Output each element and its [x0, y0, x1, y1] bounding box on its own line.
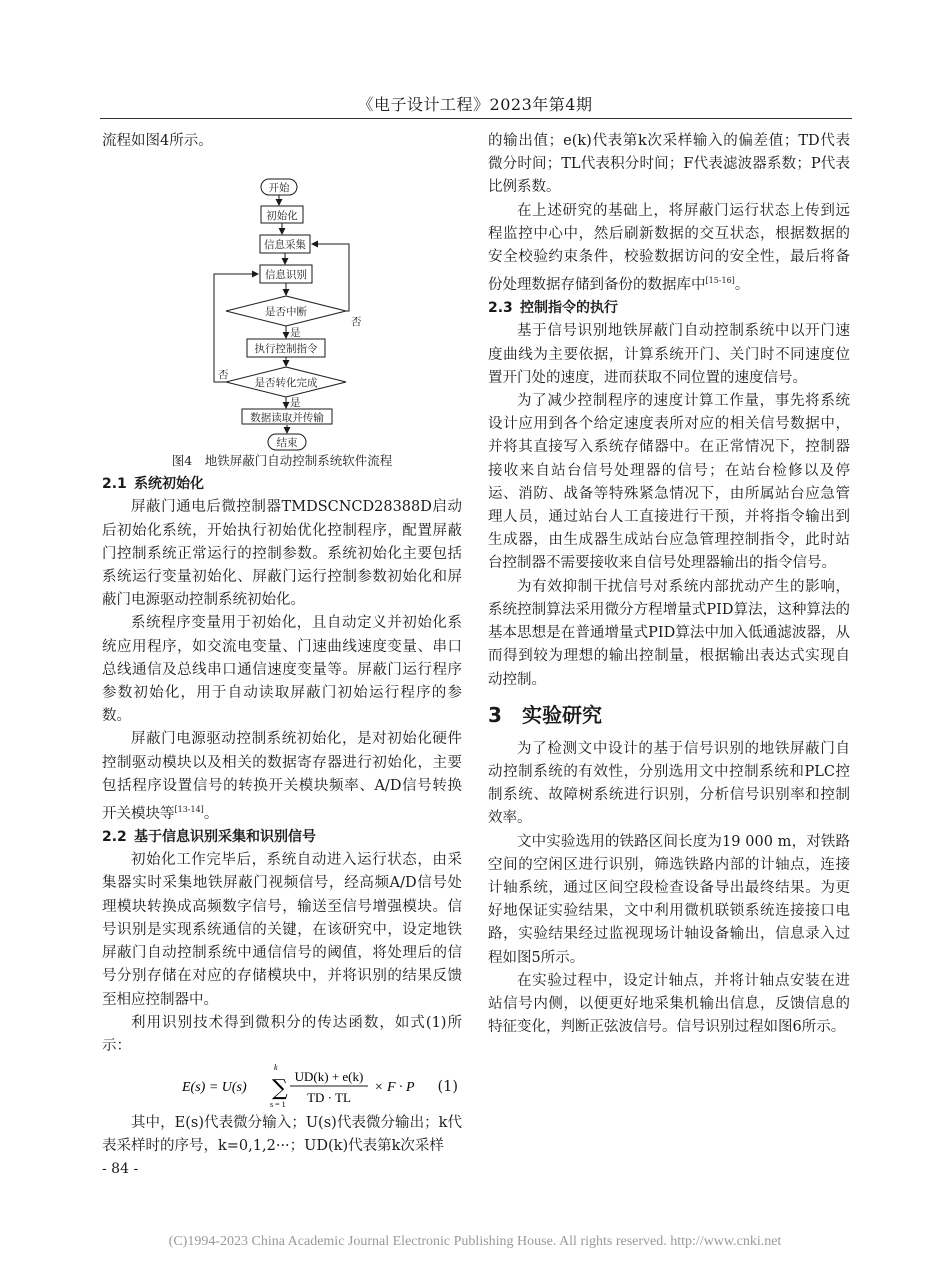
- equation-sum-top: k: [274, 1063, 278, 1073]
- equation-numerator: UD(k) + e(k): [294, 1069, 364, 1085]
- section-2-2-heading: [102, 826, 462, 849]
- flow-yes1-label: 是: [290, 327, 301, 340]
- flow-end-svg: [102, 425, 462, 451]
- flow-start-label: 开始: [268, 182, 290, 195]
- paragraph: 屏蔽门通电后微控制器TMDSCNCD28388D启动后初始化系统，开始执行初始优化控制程序，配置屏蔽门控制系统正常运行的控制参数。系统初始化主要包括系统运行变量初始化、屏蔽门运行控制参数初始化和屏蔽门电源驱动控制系统初始化。: [102, 499, 462, 609]
- paragraph-end: 。: [203, 805, 219, 822]
- flowchart-svg: [102, 153, 462, 425]
- left-column: [102, 130, 462, 1179]
- paragraph: 在实验过程中，设定计轴点，并将计轴点安装在进站信号内侧，以便更好地采集机输出信息，反馈信息的特征变化，判断正弦波信号。信号识别过程如图6所示。: [488, 972, 850, 1036]
- section-3-number: 3: [488, 702, 502, 727]
- flow-end-label: 结束: [276, 437, 298, 450]
- paragraph-text: 屏蔽门电源驱动控制系统初始化，是对初始化硬件控制驱动模块以及相关的数据寄存器进行初始化，主要包括程序设置信号的转换开关模块频率、A/D信号转换开关模块等: [102, 731, 462, 822]
- paragraph: 系统程序变量用于初始化，且自动定义并初始化系统应用程序，如交流电变量、门速曲线速度变量、串口总线通信及总线串口通信速度变量等。屏蔽门运行程序参数初始化，用于自动读取屏蔽门初始运行程序的参数。: [102, 615, 462, 725]
- journal-header: 《电子设计工程》2023年第4期: [357, 95, 593, 114]
- section-3-heading: [488, 696, 850, 734]
- section-2-3-heading: [488, 297, 850, 320]
- equation-denominator: TD · TL: [307, 1090, 351, 1106]
- flow-interrupt-label: 是否中断: [265, 306, 307, 319]
- intro-line: 流程如图4所示。: [102, 133, 213, 149]
- equation-sum-bottom: s = 1: [270, 1100, 286, 1110]
- flow-end-row: [102, 425, 462, 451]
- citation: [15-16]: [705, 276, 735, 286]
- equation-tail: × F · P: [374, 1080, 415, 1096]
- flow-read-label: 数据读取并传输: [250, 412, 324, 425]
- flow-convert-label: 是否转化完成: [254, 377, 318, 390]
- page-number: - 84 -: [102, 1160, 139, 1177]
- sum-symbol: ∑: [272, 1076, 288, 1102]
- flow-yes2-label: 是: [290, 397, 301, 410]
- citation: [13-14]: [174, 805, 204, 815]
- copyright-footer: (C)1994-2023 China Academic Journal Electronic Publishing House. All rights reserved. http://www.cnki.net: [168, 1234, 782, 1249]
- equation-lhs: E(s) = U(s): [182, 1080, 247, 1096]
- equation-number: (1): [437, 1079, 458, 1096]
- paragraph: 为有效抑制干扰信号对系统内部扰动产生的影响，系统控制算法采用微分方程增量式PID算法，这种算法的基本思想是在普通增量式PID算法中加入低通滤波器，从而得到较为理想的输出控制量，根据输出表达式实现自动控制。: [488, 578, 850, 688]
- paragraph: 初始化工作完毕后，系统自动进入运行状态，由采集器实时采集地铁屏蔽门视频信号，经高频A/D信号处理模块转换成高频数字信号，输送至信号增强模块。信号识别是实现系统通信的关键，在该研究中，设定地铁屏蔽门自动控制系统中通信信号的阈值，将处理后的信号分别存储在对应的存储模块中，并将识别的结果反馈至相应控制器中。: [102, 852, 462, 1008]
- section-2-3-title: 控制指令的执行: [520, 300, 618, 317]
- paragraph: 利用识别技术得到微积分的传达函数，如式(1)所示：: [102, 1014, 462, 1054]
- section-3-title: 实验研究: [522, 702, 602, 727]
- section-2-1-title: 系统初始化: [134, 476, 204, 493]
- paragraph-end: 。: [734, 277, 750, 294]
- paragraph: 为了检测文中设计的基于信号识别的地铁屏蔽门自动控制系统的有效性，分别选用文中控制系统和PLC控制系统、故障树系统进行识别，分析信号识别率和控制效率。: [488, 740, 850, 827]
- header-rule: [100, 118, 852, 119]
- paragraph: 基于信号识别地铁屏蔽门自动控制系统中以开门速度曲线为主要依据，计算系统开门、关门时不同速度位置开门处的速度，进而获取不同位置的速度信号。: [488, 323, 850, 386]
- section-2-1-heading: [102, 473, 462, 496]
- flow-execute-label: 执行控制指令: [254, 343, 318, 356]
- section-2-3-number: 2.3: [488, 300, 513, 317]
- flow-identify-label: 信息识别: [265, 269, 307, 282]
- paragraph: [102, 728, 462, 826]
- paragraph: 的输出值；e(k)代表第k次采样输入的偏差值；TD代表微分时间；TL代表积分时间；F代表滤波器系数；P代表比例系数。: [488, 133, 850, 196]
- section-2-1-number: 2.1: [102, 476, 127, 493]
- figure-4-caption: 图4 地铁屏蔽门自动控制系统软件流程: [171, 453, 393, 469]
- paragraph: 其中，E(s)代表微分输入；U(s)代表微分输出；k代表采样时的序号，k=0,1,2···；UD(k)代表第k次采样: [102, 1115, 462, 1155]
- right-column: [488, 130, 850, 1039]
- equation-svg: [170, 1062, 470, 1110]
- paragraph-text: 在上述研究的基础上，将屏蔽门运行状态上传到远程监控中心中，然后刷新数据的交互状态，根据数据的安全校验约束条件，校验数据访问的安全性，最后将备份处理数据存储到备份的数据库中: [488, 202, 850, 294]
- flow-no1-label: 否: [351, 316, 362, 329]
- section-2-2-title: 基于信息识别采集和识别信号: [134, 829, 316, 846]
- section-2-2-number: 2.2: [102, 829, 127, 846]
- flow-init-label: 初始化: [266, 210, 298, 223]
- paragraph: 为了减少控制程序的速度计算工作量，事先将系统设计应用到各个给定速度表所对应的相关信号数据中，并将其直接写入系统存储器中。在正常情况下，控制器接收来自站台信号处理器的信号；在站台检修以及停运、消防、战备等特殊紧急情况下，由所属站台应急管理人员，通过站台人工直接进行干预，并将指令输出到生成器，由生成器生成站台应急管理控制指令，此时站台控制器不需要接收来自信号处理器输出的指令信号。: [488, 393, 850, 572]
- paragraph: [488, 200, 850, 298]
- figure-4-flowchart: [102, 153, 462, 425]
- flow-no2-label: 否: [218, 369, 229, 382]
- equation-1: [102, 1062, 462, 1110]
- flow-collect-label: 信息采集: [264, 239, 306, 252]
- paragraph: 文中实验选用的铁路区间长度为19 000 m，对铁路空间的空闲区进行识别，筛选铁路内部的计轴点，连接计轴系统，通过区间空段检查设备导出最终结果。为更好地保证实验结果，文中利用微机联锁系统连接接口电路，实验结果经过监视现场计轴设备输出，信息录入过程如图5所示。: [488, 833, 850, 966]
